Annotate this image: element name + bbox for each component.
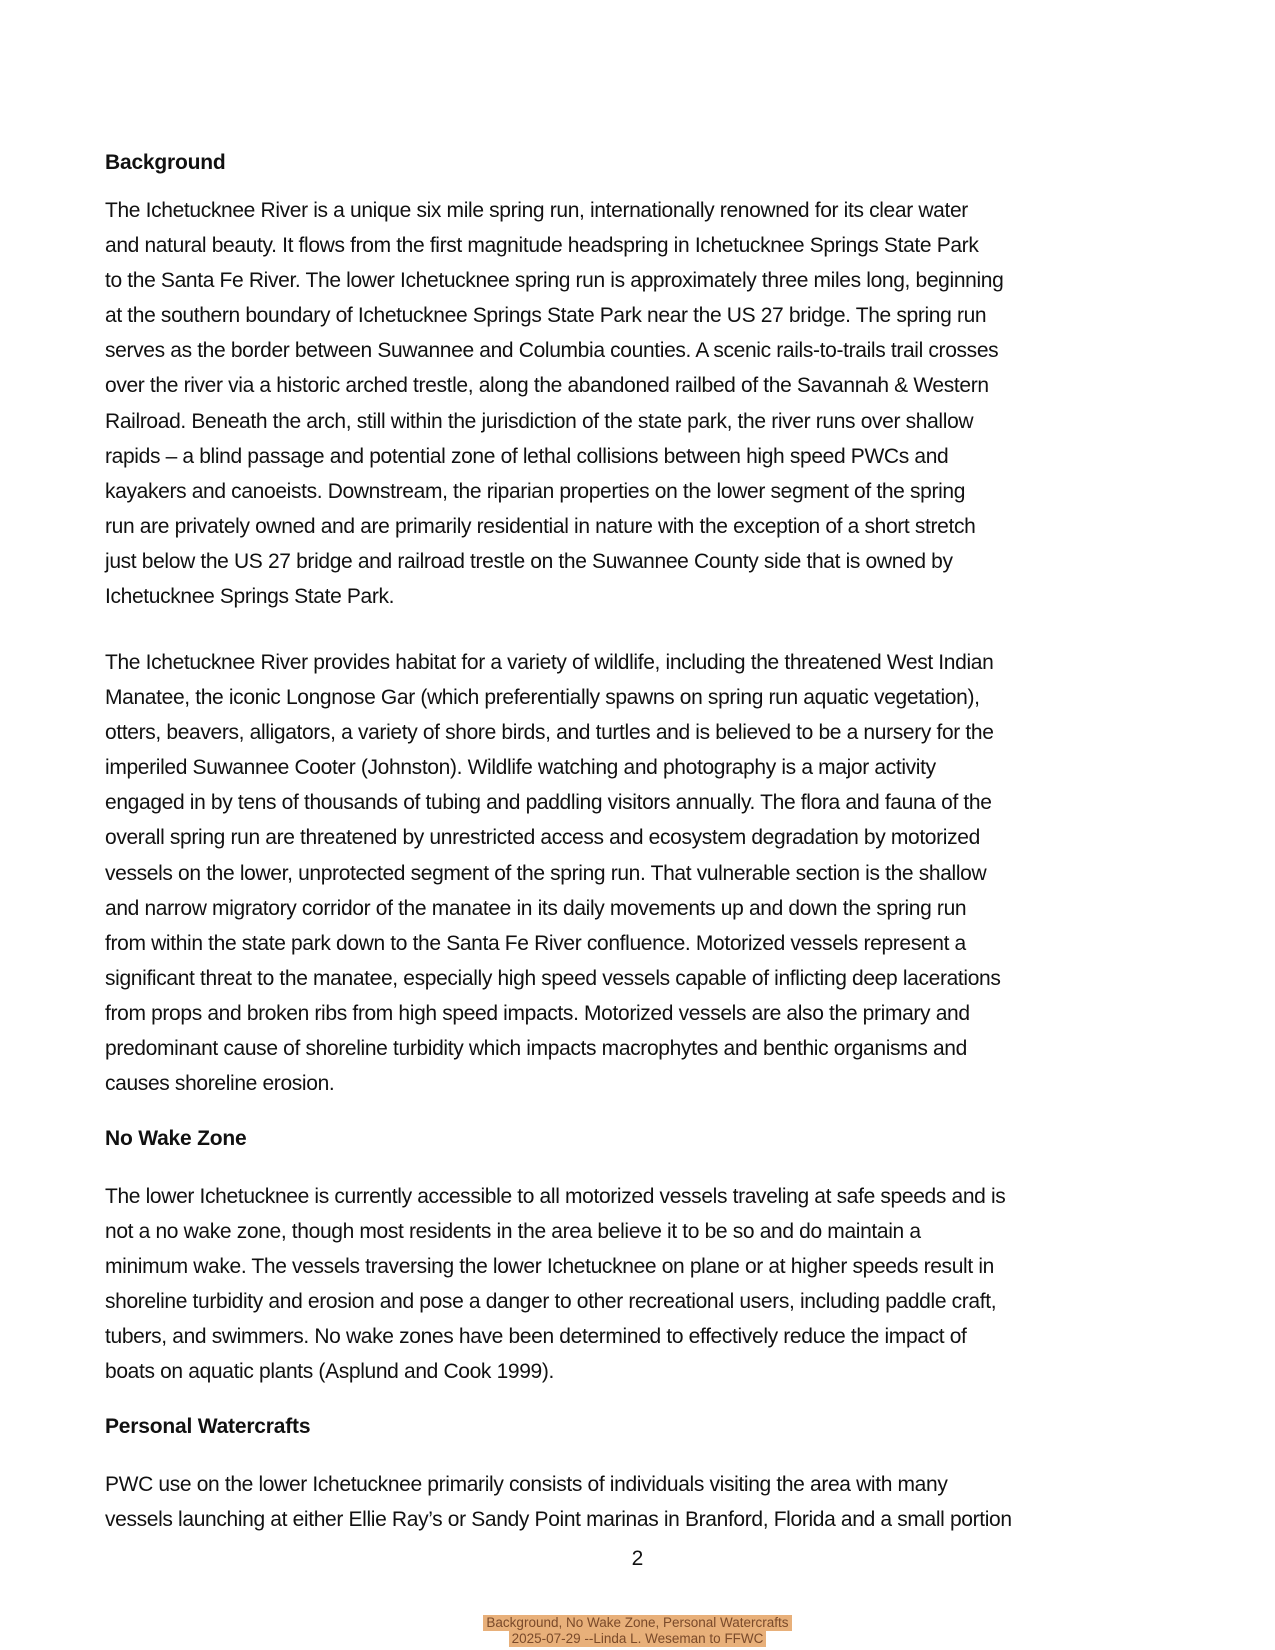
text-line: from props and broken ribs from high speed impacts. Motorized vessels are also the primary and [105,1001,970,1025]
text-line: Railroad. Beneath the arch, still within the jurisdiction of the state park, the river runs over shallow [105,409,974,433]
highlight-annotation [0,1615,1275,1647]
personal-watercrafts-paragraph [105,1467,1125,1537]
section-heading-personal-watercrafts: Personal Watercrafts [105,1415,311,1438]
text-line: Manatee, the iconic Longnose Gar (which preferentially spawns on spring run aquatic vegetation), [105,686,980,710]
text-line: The Ichetucknee River provides habitat for a variety of wildlife, including the threatened West Indian [105,651,994,674]
text-line: run are privately owned and are primarily residential in nature with the exception of a short stretch [105,514,976,538]
text-line: causes shoreline erosion. [105,1072,335,1096]
text-line: boats on aquatic plants (Asplund and Cook 1999). [105,1360,555,1384]
background-paragraph-1 [105,193,1125,614]
text-line: and narrow migratory corridor of the manatee in its daily movements up and down the spring run [105,896,967,920]
text-line: shoreline turbidity and erosion and pose a danger to other recreational users, including paddle craft, [105,1290,997,1314]
annotation-line-1: Background, No Wake Zone, Personal Watercrafts [483,1615,791,1631]
section-heading-no-wake-zone: No Wake Zone [105,1127,247,1150]
annotation-line-2: 2025-07-29 --Linda L. Weseman to FFWC [509,1631,767,1647]
text-line: and natural beauty. It flows from the first magnitude headspring in Ichetucknee Springs State Park [105,234,979,258]
text-line: significant threat to the manatee, especially high speed vessels capable of inflicting deep lacerations [105,966,1001,990]
text-line: PWC use on the lower Ichetucknee primarily consists of individuals visiting the area with many [105,1473,948,1496]
text-line: The Ichetucknee River is a unique six mile spring run, internationally renowned for its clear water [105,199,968,222]
text-line: kayakers and canoeists. Downstream, the riparian properties on the lower segment of the spring [105,479,966,503]
text-line: tubers, and swimmers. No wake zones have been determined to effectively reduce the impact of [105,1325,967,1349]
no-wake-zone-paragraph [105,1179,1125,1390]
text-line: predominant cause of shoreline turbidity which impacts macrophytes and benthic organisms and [105,1037,967,1061]
text-line: not a no wake zone, though most residents in the area believe it to be so and do maintain a [105,1220,921,1244]
text-line: engaged in by tens of thousands of tubing and paddling visitors annually. The flora and fauna of the [105,791,992,815]
text-line: to the Santa Fe River. The lower Ichetucknee spring run is approximately three miles long, beginning [105,269,1004,293]
text-line: otters, beavers, alligators, a variety of shore birds, and turtles and is believed to be a nursery for the [105,721,994,745]
text-line: minimum wake. The vessels traversing the lower Ichetucknee on plane or at higher speeds result in [105,1255,994,1279]
text-line: Ichetucknee Springs State Park. [105,585,395,609]
text-line: vessels launching at either Ellie Ray’s or Sandy Point marinas in Branford, Florida and a small portion [105,1508,1012,1532]
text-line: overall spring run are threatened by unrestricted access and ecosystem degradation by motorized [105,826,980,850]
text-line: rapids – a blind passage and potential zone of lethal collisions between high speed PWCs and [105,444,949,468]
text-line: at the southern boundary of Ichetucknee Springs State Park near the US 27 bridge. The spring run [105,304,987,328]
text-line: from within the state park down to the Santa Fe River confluence. Motorized vessels represent a [105,931,966,955]
text-line: just below the US 27 bridge and railroad trestle on the Suwannee County side that is owned by [105,549,953,573]
text-line: imperiled Suwannee Cooter (Johnston). Wildlife watching and photography is a major activity [105,756,936,780]
page-number: 2 [631,1547,644,1570]
text-line: over the river via a historic arched trestle, along the abandoned railbed of the Savannah & Western [105,374,989,398]
text-line: The lower Ichetucknee is currently accessible to all motorized vessels traveling at safe speeds and is [105,1185,1006,1208]
text-line: vessels on the lower, unprotected segment of the spring run. That vulnerable section is the shallow [105,861,987,885]
section-heading-background: Background [105,151,226,174]
text-line: serves as the border between Suwannee and Columbia counties. A scenic rails-to-trails trail crosses [105,339,999,363]
background-paragraph-2 [105,645,1125,1101]
